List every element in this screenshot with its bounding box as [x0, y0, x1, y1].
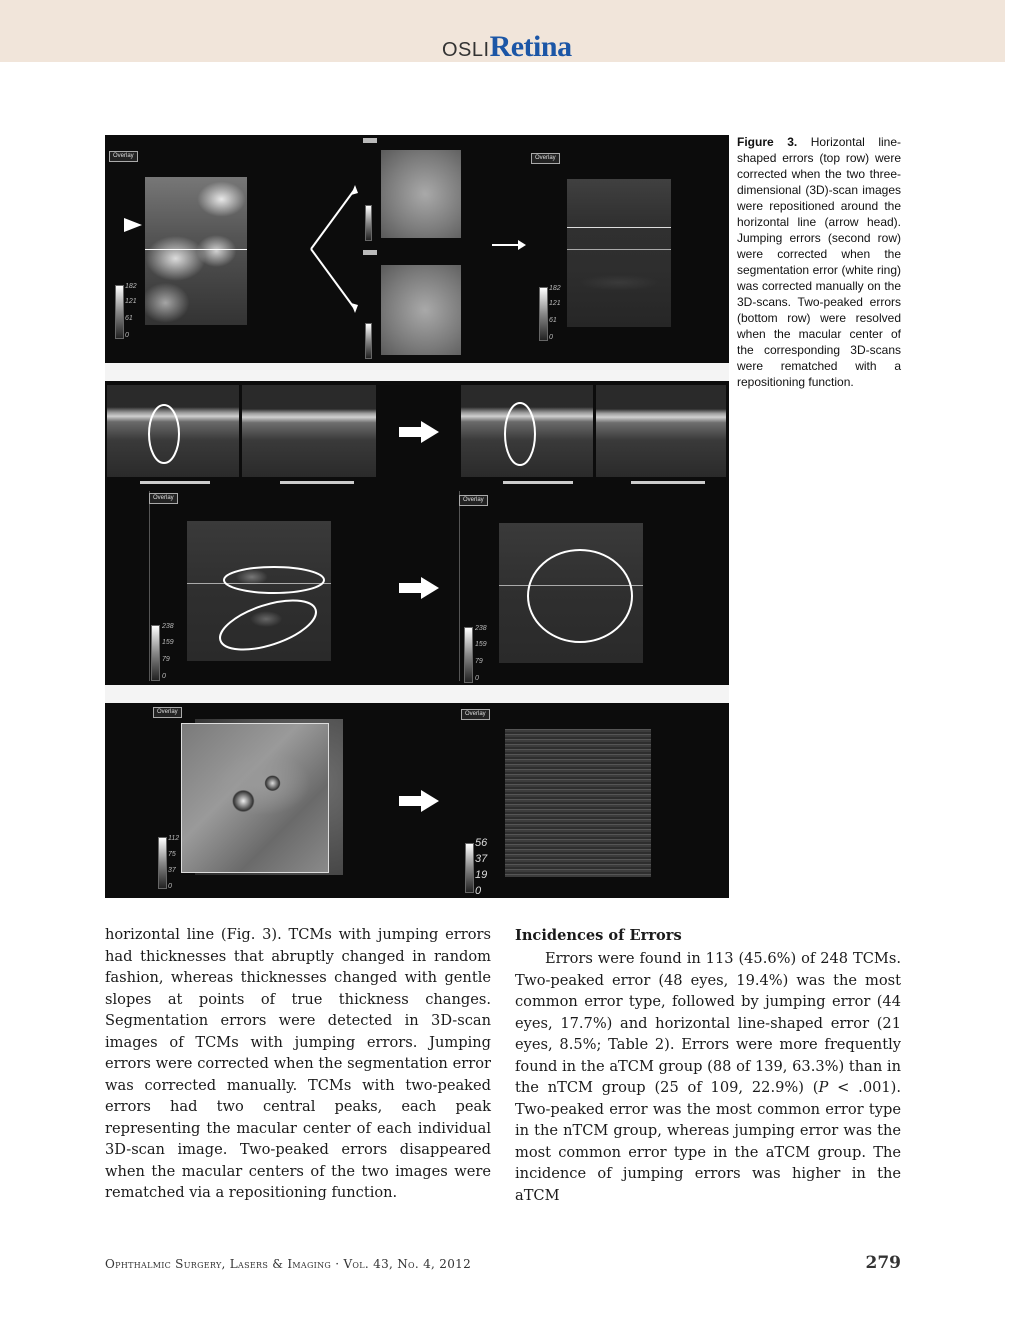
- right-arrow-icon: [399, 577, 439, 599]
- panel-divider: [459, 491, 460, 681]
- scale-label: 238: [162, 623, 174, 630]
- right-column: [515, 924, 901, 1206]
- white-ring-icon: [213, 563, 331, 659]
- scan-bar: [631, 481, 705, 484]
- overlay-tag: Overlay: [109, 151, 138, 162]
- body-paragraph: [515, 948, 901, 1206]
- journal-logo: [442, 30, 572, 64]
- scan-bar: [503, 481, 573, 484]
- row-separator: [105, 363, 729, 381]
- overlay-tag: Overlay: [149, 493, 178, 504]
- overlay-tag: Overlay: [531, 153, 560, 164]
- arrow-head-icon: [124, 218, 144, 232]
- right-arrow-icon: [399, 421, 439, 443]
- figure-3-image: [105, 135, 729, 898]
- scale-label: 37: [168, 867, 176, 874]
- scale-label: 0: [475, 675, 479, 682]
- page-number: 279: [865, 1253, 901, 1273]
- right-arrow-icon: [492, 239, 526, 251]
- scale-label: 159: [162, 639, 174, 646]
- scale-label: 0: [475, 885, 482, 897]
- colormap-bar: [151, 625, 160, 681]
- logo-retina: Retina: [489, 30, 572, 63]
- bscan-before-right: [242, 385, 376, 477]
- body-text: < .001). Two-peaked error was the most common error type in the nTCM group, whereas jumping error was the most common error type in the aTCM group. The incidence of jumping errors was higher in the aTCM: [515, 1079, 902, 1204]
- thickness-map-after: [567, 179, 671, 327]
- scale-label: 159: [475, 641, 487, 648]
- scale-label: 0: [168, 883, 172, 890]
- right-arrow-icon: [399, 790, 439, 812]
- caption-label: Figure 3.: [737, 135, 798, 149]
- scale-label: 19: [475, 869, 488, 881]
- white-ring-icon: [147, 403, 181, 465]
- split-arrows-icon: [305, 183, 361, 315]
- colormap-bar: [465, 843, 474, 893]
- row-separator: [105, 685, 729, 703]
- overlay-tag: Overlay: [461, 709, 490, 720]
- figure-caption: [737, 134, 901, 390]
- overlay-tag: Overlay: [459, 495, 488, 506]
- logo-osli: OSLI: [442, 39, 490, 61]
- scale-label: 56: [475, 837, 488, 849]
- scale-label: 182: [549, 285, 561, 292]
- left-column: [105, 924, 491, 1204]
- scale-label: 75: [168, 851, 176, 858]
- scale-label: 112: [168, 835, 180, 842]
- scale-label: 61: [125, 315, 133, 322]
- scale-label: 238: [475, 625, 487, 632]
- scale-label: 182: [125, 283, 137, 290]
- colormap-bar: [539, 287, 548, 341]
- panel-tag: [363, 250, 377, 255]
- caption-text: Horizontal line-shaped errors (top row) were corrected when the two three-dimensional (3D)-scan images were repositioned around the horizontal line (arrow head). Jumping errors (second row) were corrected when the segmentation error (white ring) was corrected manually on the 3D-scans. Two-peaked errors (bottom row) were resolved when the macular center of the corresponding 3D-scans were rematched with a repositioning function.: [737, 135, 901, 389]
- thickness-map-before: [145, 177, 247, 325]
- white-ring-icon: [525, 547, 635, 645]
- colormap-bar: [115, 285, 124, 339]
- section-heading: Incidences of Errors: [515, 927, 682, 944]
- scan-bar: [280, 481, 354, 484]
- fundus-image-bottom: [381, 265, 461, 355]
- colormap-bar: [365, 205, 372, 241]
- scale-label: 121: [125, 298, 137, 305]
- panel-tag: [363, 138, 377, 143]
- white-ring-icon: [503, 401, 537, 467]
- scale-label: 0: [162, 673, 166, 680]
- fundus-image-top: [381, 150, 461, 238]
- scale-label: 0: [549, 334, 553, 341]
- scale-label: 121: [549, 300, 561, 307]
- overlay-tag: Overlay: [153, 707, 182, 718]
- journal-citation: Ophthalmic Surgery, Lasers & Imaging · Vol. 43, No. 4, 2012: [105, 1257, 472, 1271]
- bscan-after-right: [596, 385, 726, 477]
- colormap-bar: [365, 323, 372, 359]
- colormap-bar: [158, 837, 167, 889]
- scale-label: 79: [162, 656, 170, 663]
- scan-bar: [140, 481, 210, 484]
- body-text: Errors were found in 113 (45.6%) of 248 TCMs. Two-peaked error (48 eyes, 19.4%) was the most common error type, followed by jumping error (44 eyes, 17.7%) and horizontal line-shaped error (21 eyes, 8.5%; Table 2). Errors were more frequently found in the aTCM group (88 of 139, 63.3%) than in the nTCM group (25 of 109, 22.9%) (: [515, 950, 901, 1096]
- scale-label: 79: [475, 658, 483, 665]
- panel-divider: [149, 491, 150, 681]
- colormap-bar: [464, 627, 473, 683]
- thickness-map-before: [181, 723, 329, 873]
- body-paragraph: horizontal line (Fig. 3). TCMs with jumping errors had thicknesses that abruptly changed in random fashion, whereas thicknesses changed with gentle slopes at points of true thickness changes. Segmentation errors were detected in 3D-scan images of TCMs with jumping errors. Jumping errors were corrected when the segmentation error was corrected manually. TCMs with two-peaked errors had two central peaks, each peak representing the macular center of each individual 3D-scan image. Two-peaked errors disappeared when the macular centers of the two images were rematched via a repositioning function.: [105, 926, 491, 1201]
- p-value-symbol: P: [818, 1079, 829, 1096]
- scale-label: 37: [475, 853, 488, 865]
- scale-label: 0: [125, 332, 129, 339]
- scale-label: 61: [549, 317, 557, 324]
- thickness-map-after: [505, 729, 651, 877]
